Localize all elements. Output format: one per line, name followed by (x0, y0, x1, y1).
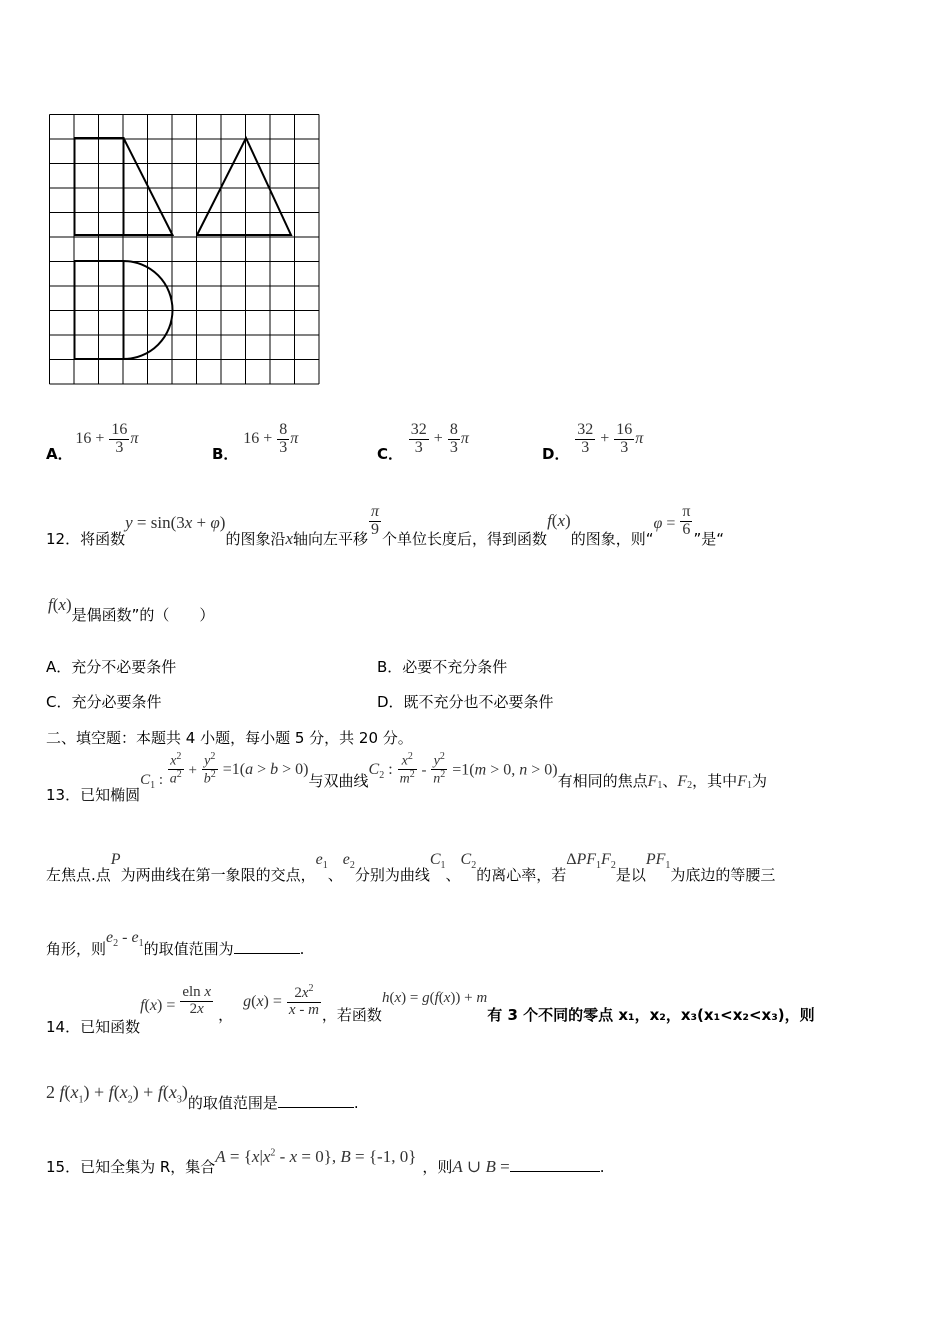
answer-blank[interactable] (278, 1093, 354, 1108)
answer-blank[interactable] (510, 1157, 600, 1172)
q13-line3: 角形，则$e_2 - e_1$的取值范围为 . (46, 929, 305, 958)
q15-line: 15．已知全集为 R，集合$A = \{x|x^2 - x = 0\}$, B = {-1, 0}，则A ∪ B = . (46, 1147, 605, 1176)
q12-option-b[interactable]: B．必要不充分条件 (377, 658, 508, 676)
answer-blank[interactable] (234, 939, 300, 954)
q14-line2: 2 $f(x_1) + f(x_2) + f(x_3)$的取值范围是 . (46, 1082, 359, 1112)
three-view-figure (48, 113, 320, 386)
q11-option-c[interactable]: C． $\frac{32}{3}$ + $\frac{8}{3}$ π (377, 421, 469, 463)
q12-line1: 12．将函数y = sin(3x + φ)的图象沿x轴向左平移 $\frac{\pi}{9}$ 个单位长度后，得到函数f(x)的图象，则“φ = $\frac{\pi}{6}$ ”是“ (46, 503, 724, 548)
q13-line2: 左焦点.点P为两曲线在第一象限的交点，$e_1$、$e_2$分别为曲线$C_1$、$C_2$的离心率，若$\Delta PF_1F_2$是以$PF_1$为底边的等腰三 (46, 851, 776, 884)
q12-option-a[interactable]: A．充分不必要条件 (46, 658, 177, 676)
q11-option-a[interactable]: A． 16 + $\frac{16}{3}$ π (46, 421, 139, 463)
q11-option-b[interactable]: B． 16 + $\frac{8}{3}$ π (212, 421, 299, 463)
q12-line2: f(x)是偶函数”的（ ） (48, 595, 215, 624)
q14-line1: 14．已知函数f(x) = $\frac{\text{eln x}}{2x}$ ，g(x) = $\frac{2x^2}{x - m}$ ，若函数h(x) = g(f(x)) + m有 3 个不同的零点 x₁，x₂，x₃(x₁<x₂<x₃)，则 (46, 983, 815, 1036)
q12-option-d[interactable]: D．既不充分也不必要条件 (377, 693, 554, 711)
section-2-heading: 二、填空题：本题共 4 小题，每小题 5 分，共 20 分。 (46, 729, 413, 747)
q12-option-c[interactable]: C．充分必要条件 (46, 693, 162, 711)
option-label: A． (46, 444, 73, 463)
q13-line1: 13．已知椭圆$C_1$ : $\frac{x^2}{a^2}$ + $\frac{y^2}{b^2}$ =1(a > b > 0)与双曲线$C_2$ : $\frac{x^2}{m^2}$ - $\frac{y^2}{n^2}$ =1(m > 0, n > 0)有相同的焦点$F_1$、$F_2$，其中$F_1$为 (46, 751, 767, 805)
q11-option-d[interactable]: D． $\frac{32}{3}$ + $\frac{16}{3}$ π (542, 421, 644, 463)
